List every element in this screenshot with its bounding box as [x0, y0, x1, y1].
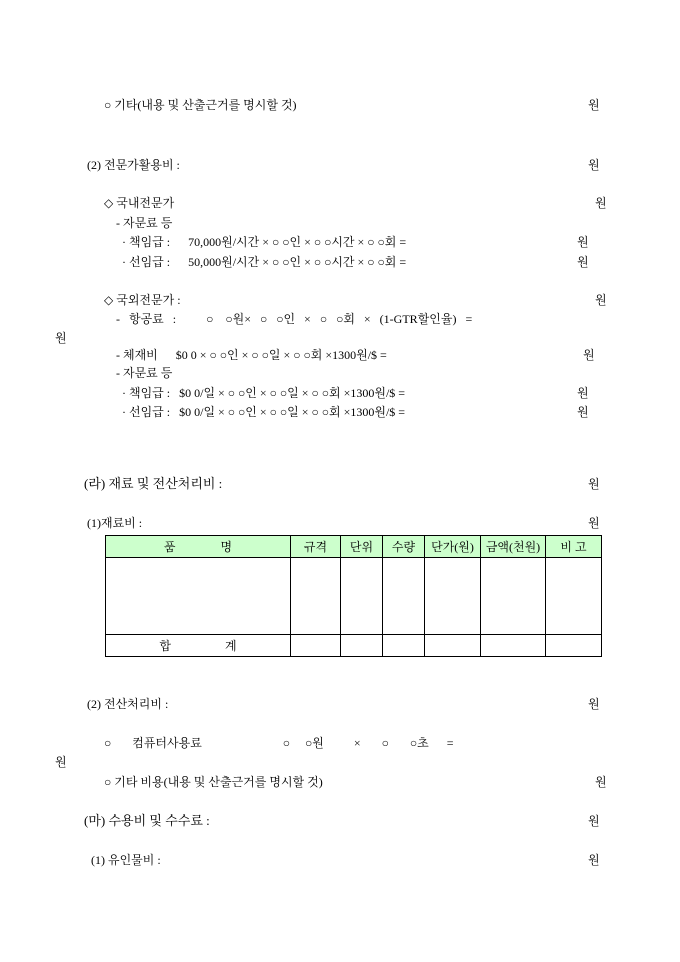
line-advisory-domestic: - 자문료 등 [116, 216, 173, 230]
won-label-computing-sub: 원 [588, 697, 600, 711]
line-materials-sub: (1)재료비 : [87, 516, 143, 530]
empty-cell [383, 558, 425, 635]
won-label-overseas-junior: 원 [577, 405, 589, 419]
empty-cell [425, 558, 481, 635]
table-empty-row [106, 558, 602, 635]
col-header-unit-price: 단가(원) [425, 536, 481, 558]
won-label-airfare: 원 [55, 331, 67, 345]
table-total-row [106, 635, 602, 657]
empty-cell [291, 558, 341, 635]
won-label-domestic-senior: 원 [577, 235, 589, 249]
won-label-overseas-senior: 원 [577, 386, 589, 400]
line-airfare: - 항공료 : ○ ○원× ○ ○인 × ○ ○회 × (1-GTR할인율) = [116, 312, 473, 326]
line-expert-fee: (2) 전문가활용비 : [87, 158, 180, 172]
line-handout-sub: (1) 유인물비 : [91, 853, 161, 867]
line-materials-section: (라) 재료 및 전산처리비 : [84, 476, 223, 491]
line-domestic-senior: · 책임급 : 70,000원/시간 × ○ ○인 × ○ ○시간 × ○ ○회 = [122, 235, 407, 249]
col-header-amount: 금액(천원) [481, 536, 546, 558]
line-fees-section: (마) 수용비 및 수수료 : [84, 813, 210, 828]
col-header-quantity: 수량 [383, 536, 425, 558]
col-header-spec: 규격 [291, 536, 341, 558]
empty-cell [341, 635, 383, 657]
won-label-etc-cost: 원 [595, 775, 607, 789]
won-label-expert-fee: 원 [588, 158, 600, 172]
won-label-materials-sub: 원 [588, 516, 600, 530]
won-label-computer-usage: 원 [55, 755, 67, 769]
empty-cell [291, 635, 341, 657]
line-stay-cost: - 체재비 $0 0 × ○ ○인 × ○ ○일 × ○ ○회 ×1300원/$ = [116, 348, 387, 362]
line-domestic-expert: ◇ 국내전문가 [104, 196, 175, 210]
line-domestic-junior: · 선임급 : 50,000원/시간 × ○ ○인 × ○ ○시간 × ○ ○회 = [122, 255, 407, 269]
col-header-unit: 단위 [341, 536, 383, 558]
won-label-fees-section: 원 [588, 814, 600, 828]
line-overseas-senior: · 책임급 : $0 0/일 × ○ ○인 × ○ ○일 × ○ ○회 ×1300원/$ = [122, 386, 406, 400]
line-computing-sub: (2) 전산처리비 : [87, 697, 169, 711]
empty-cell [546, 558, 602, 635]
total-label-cell: 합 계 [106, 635, 291, 657]
materials-table [105, 535, 602, 657]
empty-cell [481, 635, 546, 657]
won-label-domestic-expert: 원 [595, 196, 607, 210]
won-label-stay-cost: 원 [583, 348, 595, 362]
empty-cell [341, 558, 383, 635]
line-overseas-junior: · 선임급 : $0 0/일 × ○ ○인 × ○ ○일 × ○ ○회 ×1300원/$ = [122, 405, 406, 419]
line-overseas-expert: ◇ 국외전문가 : [104, 293, 181, 307]
empty-cell [546, 635, 602, 657]
won-label-handout-sub: 원 [588, 853, 600, 867]
won-label-overseas-expert: 원 [595, 293, 607, 307]
line-advisory-overseas: - 자문료 등 [116, 366, 173, 380]
line-computer-usage: ○ 컴퓨터사용료 ○ ○원 × ○ ○초 = [104, 736, 454, 750]
empty-cell [383, 635, 425, 657]
line-etc-item: ○ 기타(내용 및 산출근거를 명시할 것) [104, 98, 297, 112]
table-header-row [106, 536, 602, 558]
won-label-etc-item: 원 [588, 98, 600, 112]
empty-cell [425, 635, 481, 657]
empty-cell [481, 558, 546, 635]
line-etc-cost: ○ 기타 비용(내용 및 산출근거를 명시할 것) [104, 775, 323, 789]
col-header-remarks: 비 고 [546, 536, 602, 558]
empty-cell [106, 558, 291, 635]
won-label-domestic-junior: 원 [577, 255, 589, 269]
col-header-item-name: 품 명 [106, 536, 291, 558]
won-label-materials-section: 원 [588, 477, 600, 491]
